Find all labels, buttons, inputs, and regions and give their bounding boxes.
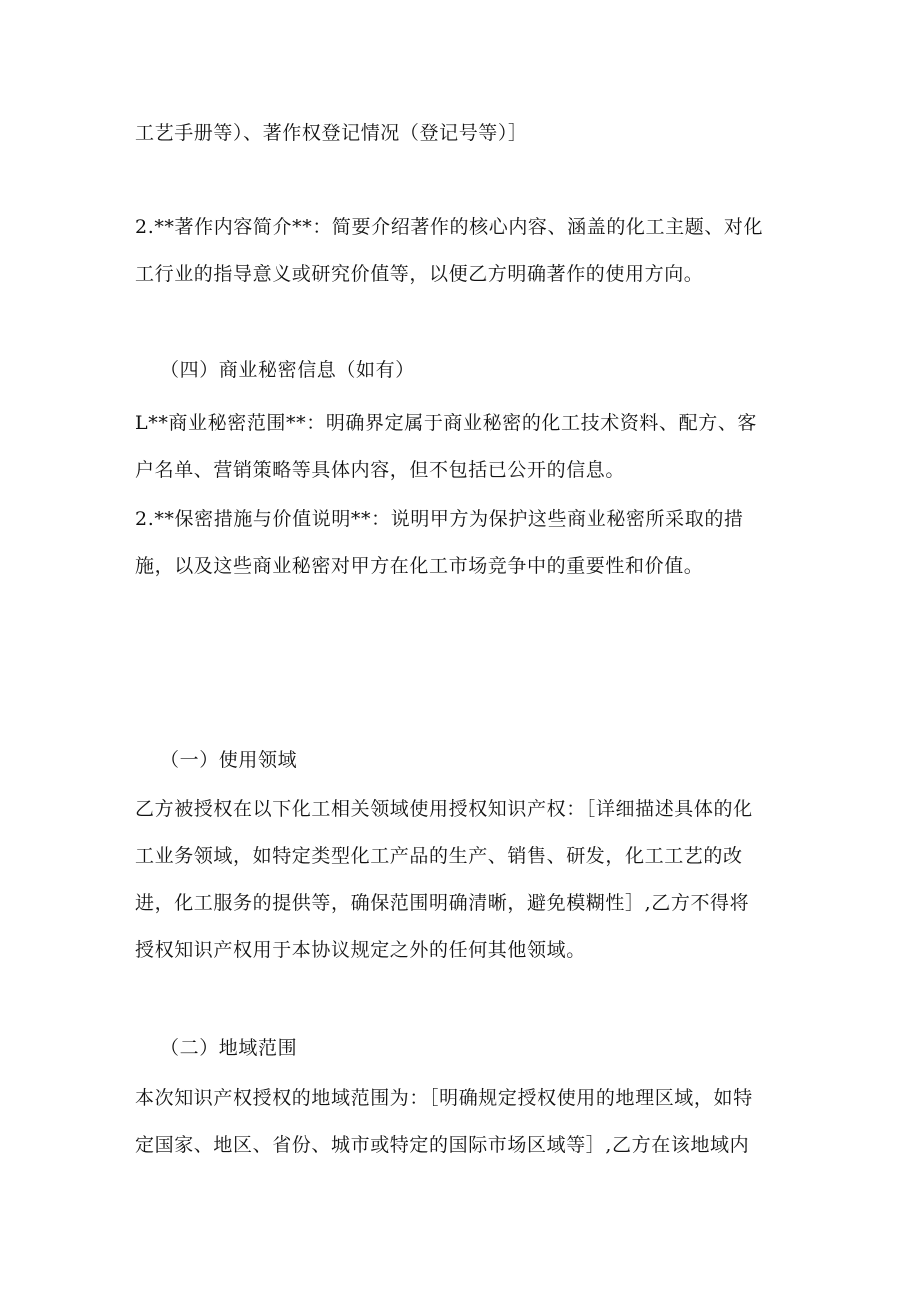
text-line: 施，以及这些商业秘密对甲方在化工市场竞争中的重要性和价值。 <box>135 555 704 577</box>
paragraph-field-of-use <box>135 786 785 974</box>
text-line: 进，化工服务的提供等，确保范围明确清晰，避免模糊性］,乙方不得将 <box>135 892 750 914</box>
text-line: 授权知识产权用于本协议规定之外的任何其他领域。 <box>135 939 586 961</box>
text-line: L**商业秘密范围**：明确界定属于商业秘密的化工技术资料、配方、客 <box>135 412 758 434</box>
text-line: 工艺手册等）、著作权登记情况（登记号等）］ <box>135 122 528 144</box>
text-line: 工业务领域，如特定类型化工产品的生产、销售、研发，化工工艺的改 <box>135 845 743 867</box>
text-line: 定国家、地区、省份、城市或特定的国际市场区域等］,乙方在该地域内 <box>135 1134 750 1156</box>
paragraph-trade-secret-scope <box>135 400 785 494</box>
text-line: 本次知识产权授权的地域范围为：［明确规定授权使用的地理区域，如特 <box>135 1087 753 1109</box>
paragraph-territory <box>135 1075 785 1169</box>
text-line: 乙方被授权在以下化工相关领域使用授权知识产权：［详细描述具体的化 <box>135 798 753 820</box>
text-line: 工行业的指导意义或研究价值等，以便乙方明确著作的使用方向。 <box>135 263 704 285</box>
heading-text: （四）商业秘密信息（如有） <box>160 359 415 381</box>
text-line: 2.**保密措施与价值说明**：说明甲方为保护这些商业秘密所采取的措 <box>135 508 744 530</box>
heading-text: （二）地域范围 <box>160 1037 298 1059</box>
section-heading-field-of-use <box>160 737 810 784</box>
heading-text: （一）使用领域 <box>160 749 298 771</box>
paragraph-copyright-registration <box>135 110 785 157</box>
paragraph-work-summary <box>135 204 785 298</box>
text-line: 户名单、营销策略等具体内容，但不包括已公开的信息。 <box>135 459 626 481</box>
text-line: 2.**著作内容简介**：简要介绍著作的核心内容、涵盖的化工主题、对化 <box>135 216 764 238</box>
paragraph-confidentiality-measures <box>135 496 785 590</box>
section-heading-territory <box>160 1025 810 1072</box>
section-heading-trade-secrets <box>160 347 810 394</box>
